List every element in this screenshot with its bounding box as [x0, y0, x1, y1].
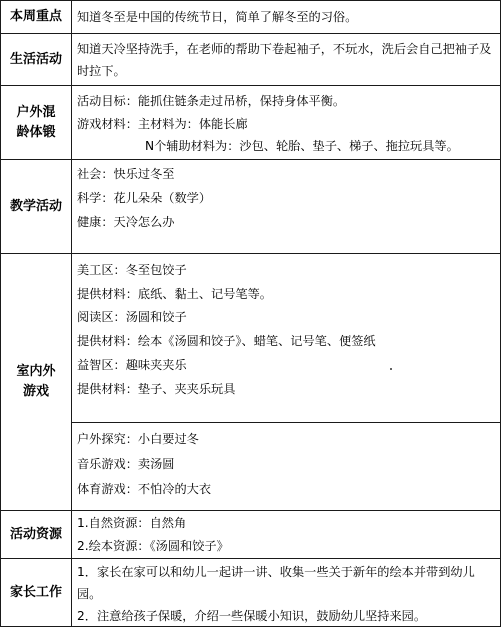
games-label: [1, 254, 71, 510]
parents-item-2: 2．注意给孩子保暖，介绍一些保暖小知识，鼓励幼儿坚持来园。: [77, 609, 427, 623]
teaching-item: 健康：天冷怎么办: [77, 215, 175, 229]
focus-label: 本周重点: [9, 9, 62, 24]
outdoor-label-line2: 龄体锻: [16, 124, 56, 140]
outdoor-materials: 游戏材料：主材料为：体能长廊: [77, 117, 248, 131]
teaching-label: 教学活动: [9, 198, 62, 214]
games-item: 阅读区：汤圆和饺子: [77, 310, 187, 324]
games-item: 益智区：趣味夹夹乐: [77, 358, 187, 372]
teaching-item: 科学：花儿朵朵（数学）: [77, 191, 212, 205]
resources-label: 活动资源: [9, 526, 62, 542]
games-item: 户外探究：小白要过冬: [77, 432, 199, 446]
daily-content: 知道天冷坚持洗手，在老师的帮助下卷起袖子，不玩水，洗后会自己把袖子及时拉下。: [77, 42, 492, 78]
teaching-item: 社会：快乐过冬至: [77, 167, 175, 181]
games-label-line2: 游戏: [22, 384, 49, 399]
games-item: 体育游戏：不怕冷的大衣: [77, 482, 212, 496]
resource-item: 1.自然资源：自然角: [77, 516, 187, 530]
resource-item: 2.绘本资源：《汤圆和饺子》: [77, 539, 229, 553]
stray-dot: [390, 368, 392, 370]
parents-item-1: 1．家长在家可以和幼儿一起讲一讲、收集一些关于新年的绘本并带到幼儿园。: [77, 565, 475, 601]
games-item: 音乐游戏：卖汤圆: [77, 457, 175, 471]
parents-label: 家长工作: [9, 584, 62, 600]
focus-content: 知道冬至是中国的传统节日，简单了解冬至的习俗。: [77, 10, 358, 24]
games-item: 提供材料：底纸、黏土、记号笔等。: [77, 287, 272, 301]
outdoor-aux-materials: N个辅助材料为：沙包、轮胎、垫子、梯子、拖拉玩具等。: [145, 139, 459, 153]
games-item: 提供材料：垫子、夹夹乐玩具: [77, 382, 236, 396]
games-label-line1: 室内外: [16, 364, 56, 379]
outdoor-label: [1, 86, 71, 159]
outdoor-label-line1: 户外混: [16, 104, 56, 120]
outdoor-goal: 活动目标：能抓住链条走过吊桥，保持身体平衡。: [77, 94, 346, 108]
games-item: 美工区：冬至包饺子: [77, 263, 187, 277]
games-item: 提供材料：绘本《汤圆和饺子》、蜡笔、记号笔、便签纸: [77, 334, 376, 348]
daily-label: 生活活动: [9, 51, 62, 67]
